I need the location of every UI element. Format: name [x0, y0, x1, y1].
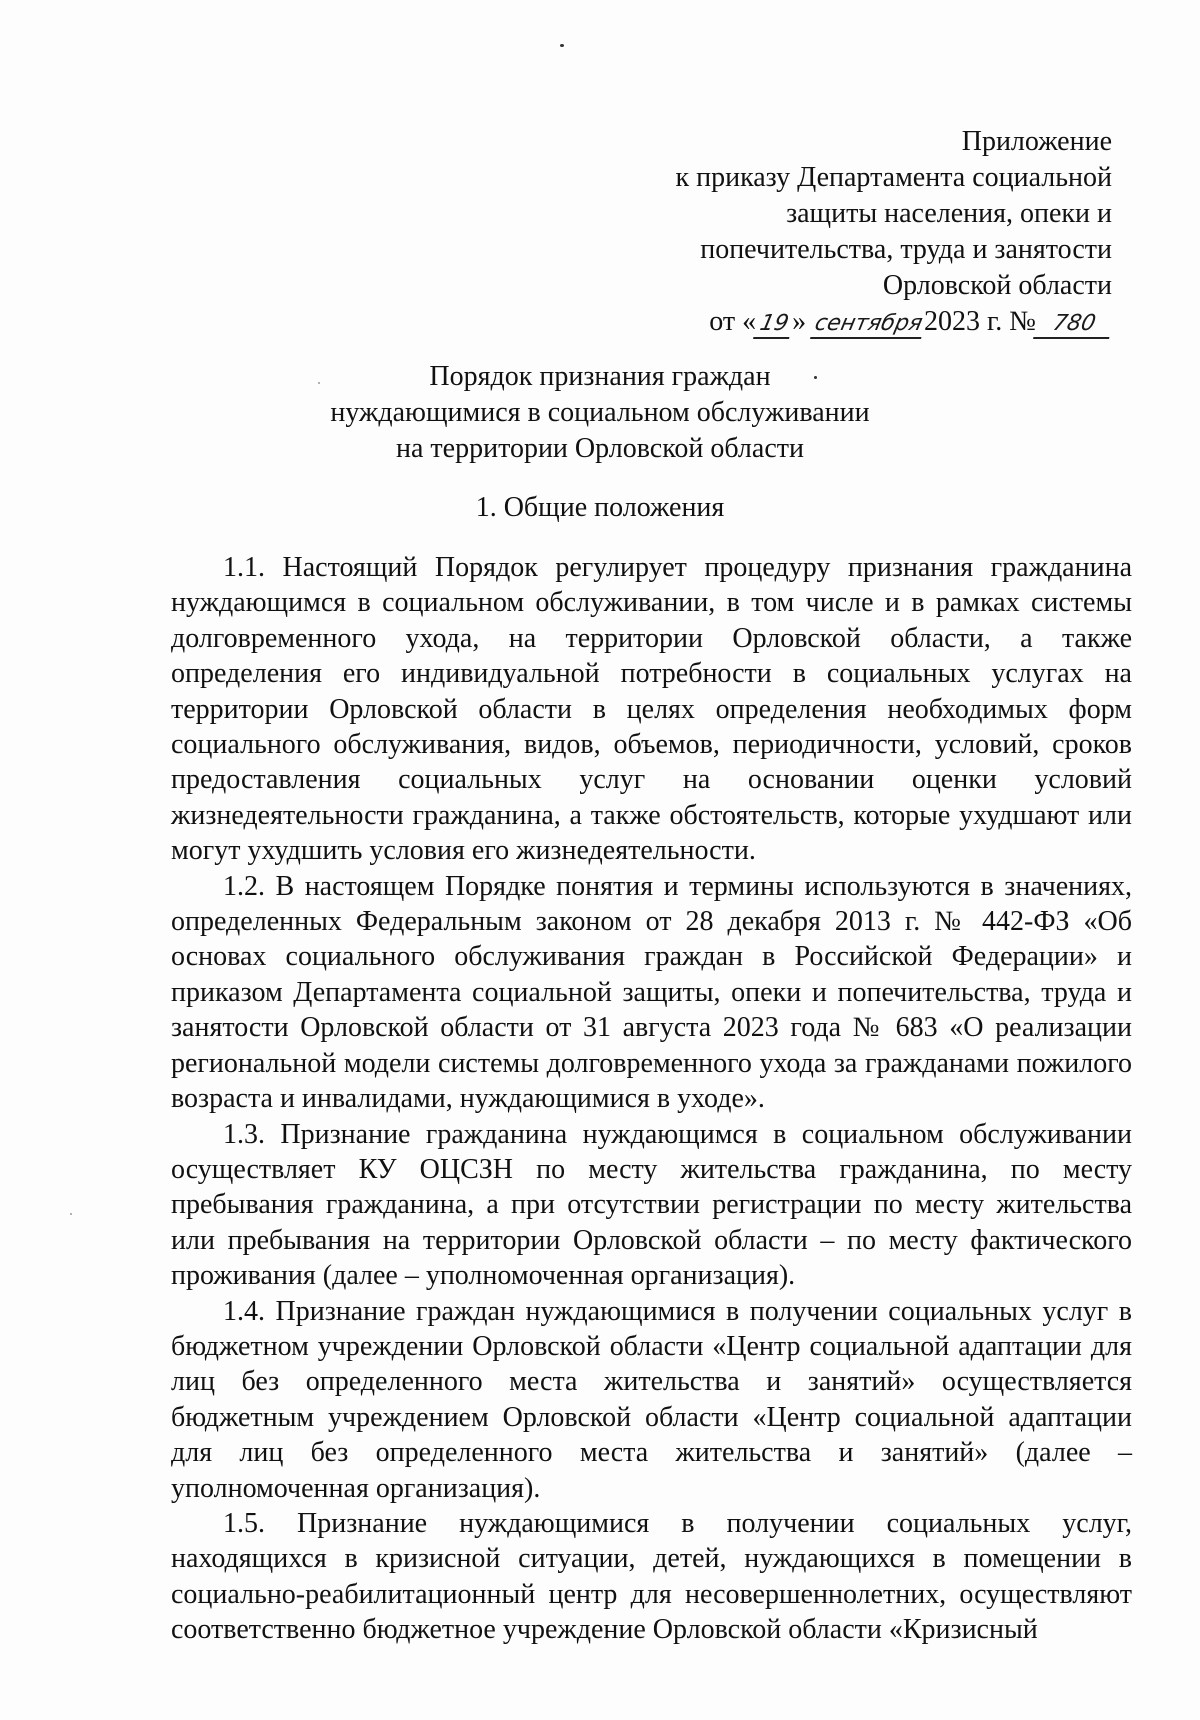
- order-prefix: от «: [709, 306, 757, 337]
- title-line: нуждающимися в социальном обслуживании: [330, 397, 870, 428]
- paragraph-1-2: 1.2. В настоящем Порядке понятия и термины используются в значениях, определенных Федеральным законом от 28 декабря 2013 г. № 442-ФЗ «Об основах социального обслуживания граждан в Российской Федерации» и приказом Департамента социальной защиты, опеки и попечительства, труда и занятости Орловской области от 31 августа 2023 года № 683 «О реализации региональной модели системы долговременного ухода за гражданами пожилого возраста и инвалидами, нуждающимися в уходе».: [171, 870, 1132, 1115]
- scan-speck: [70, 1213, 72, 1215]
- appendix-header: [592, 124, 1112, 340]
- order-quote-close: »: [792, 306, 807, 337]
- paragraph-1-1: 1.1. Настоящий Порядок регулирует процедуру признания гражданина нуждающимся в социальном обслуживании, в том числе и в рамках системы долговременного ухода, на территории Орловской области, а также определения его индивидуальной потребности в социальных услугах на территории Орловской области в целях определения необходимых форм социального обслуживания, видов, объемов, периодичности, условий, сроков предоставления социальных услуг на основании оценки условий жизнедеятельности гражданина, а также обстоятельств, которые ухудшают или могут ухудшить условия его жизнедеятельности.: [171, 552, 1132, 867]
- document-body: [171, 550, 1132, 1648]
- paragraph-1-3: 1.3. Признание гражданина нуждающимся в социальном обслуживании осуществляет КУ ОЦСЗН по месту жительства гражданина, по месту пребывания гражданина, а при отсутствии регистрации по месту жительства или пребывания на территории Орловской области – по месту фактического проживания (далее – уполномоченная организация).: [171, 1118, 1132, 1292]
- header-line: Орловской области: [882, 270, 1112, 301]
- handwritten-order-number: 780: [1033, 311, 1115, 339]
- paragraph-1-5: 1.5. Признание нуждающимися в получении социальных услуг, находящихся в кризисной ситуации, детей, нуждающихся в помещении в социально-реабилитационный центр для несовершеннолетних, осуществляют соответственно бюджетное учреждение Орловской области «Кризисный: [171, 1507, 1132, 1646]
- handwritten-month: сентября: [810, 311, 927, 339]
- header-line: попечительства, труда и занятости: [700, 234, 1112, 265]
- order-year: 2023 г. №: [923, 306, 1036, 337]
- title-line: Порядок признания граждан: [429, 361, 771, 392]
- section-heading: 1. Общие положения: [475, 492, 725, 523]
- header-line: защиты населения, опеки и: [786, 198, 1112, 229]
- handwritten-day: 19: [753, 311, 795, 339]
- header-line: к приказу Департамента социальной: [675, 162, 1112, 193]
- header-line: Приложение: [961, 126, 1112, 157]
- paragraph-1-4: 1.4. Признание граждан нуждающимися в получении социальных услуг в бюджетном учреждении Орловской области «Центр социальной адаптации для лиц без определенного места жительства и занятий» осуществляется бюджетным учреждением Орловской области «Центр социальной адаптации для лиц без определенного места жительства и занятий» (далее – уполномоченная организация).: [171, 1295, 1132, 1504]
- scan-speck: [560, 44, 564, 47]
- order-date-number: [592, 304, 1112, 340]
- document-title: [0, 359, 1200, 467]
- title-line: на территории Орловской области: [396, 433, 804, 464]
